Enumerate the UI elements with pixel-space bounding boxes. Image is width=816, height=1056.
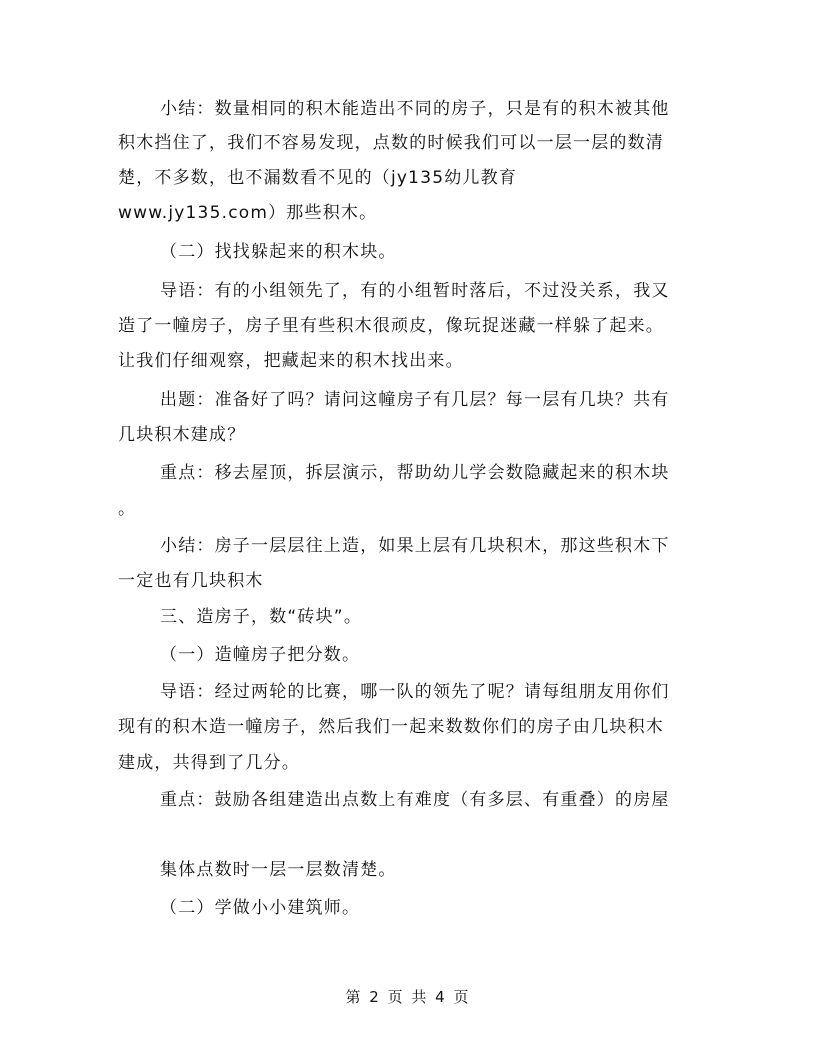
- page-footer: 第 2 页 共 4 页: [345, 988, 471, 1006]
- text-line-2: 积木挡住了，我们不容易发现，点数的时候我们可以一层一层的数清: [118, 133, 664, 153]
- text-line-4: www.jy135.com）那些积木。: [118, 203, 378, 223]
- text-line-13: 小结：房子一层层往上造，如果上层有几块积木，那这些积木下: [160, 536, 670, 556]
- text-line-12: 。: [118, 499, 137, 519]
- text-line-16: （一）造幢房子把分数。: [160, 645, 361, 665]
- text-line-21: 集体点数时一层一层数清楚。: [160, 860, 397, 880]
- text-line-14: 一定也有几块积木: [118, 571, 264, 591]
- text-line-20: 重点：鼓励各组建造出点数上有难度（有多层、有重叠）的房屋: [160, 790, 670, 810]
- text-line-3: 楚，不多数，也不漏数看不见的（jy135幼儿教育: [118, 168, 518, 188]
- text-line-7: 造了一幢房子，房子里有些积木很顽皮，像玩捉迷藏一样躲了起来。: [118, 316, 664, 336]
- text-line-15: 三、造房子，数“砖块”。: [160, 607, 363, 627]
- text-line-11: 重点：移去屋顶，拆层演示，帮助幼儿学会数隐藏起来的积木块: [160, 463, 670, 483]
- text-line-22: （二）学做小小建筑师。: [160, 898, 361, 918]
- text-line-9: 出题：准备好了吗？请问这幢房子有几层？每一层有几块？共有: [160, 390, 670, 410]
- text-line-18: 现有的积木造一幢房子，然后我们一起来数数你们的房子由几块积木: [118, 717, 664, 737]
- text-line-8: 让我们仔细观察，把藏起来的积木找出来。: [118, 351, 464, 371]
- text-line-1: 小结：数量相同的积木能造出不同的房子，只是有的积木被其他: [160, 99, 670, 119]
- text-line-17: 导语：经过两轮的比赛，哪一队的领先了呢？请每组朋友用你们: [160, 682, 670, 702]
- text-line-19: 建成，共得到了几分。: [118, 753, 300, 773]
- text-line-6: 导语：有的小组领先了，有的小组暂时落后，不过没关系，我又: [160, 281, 670, 301]
- text-line-5: （二）找找躲起来的积木块。: [160, 242, 397, 262]
- text-line-10: 几块积木建成？: [118, 425, 246, 445]
